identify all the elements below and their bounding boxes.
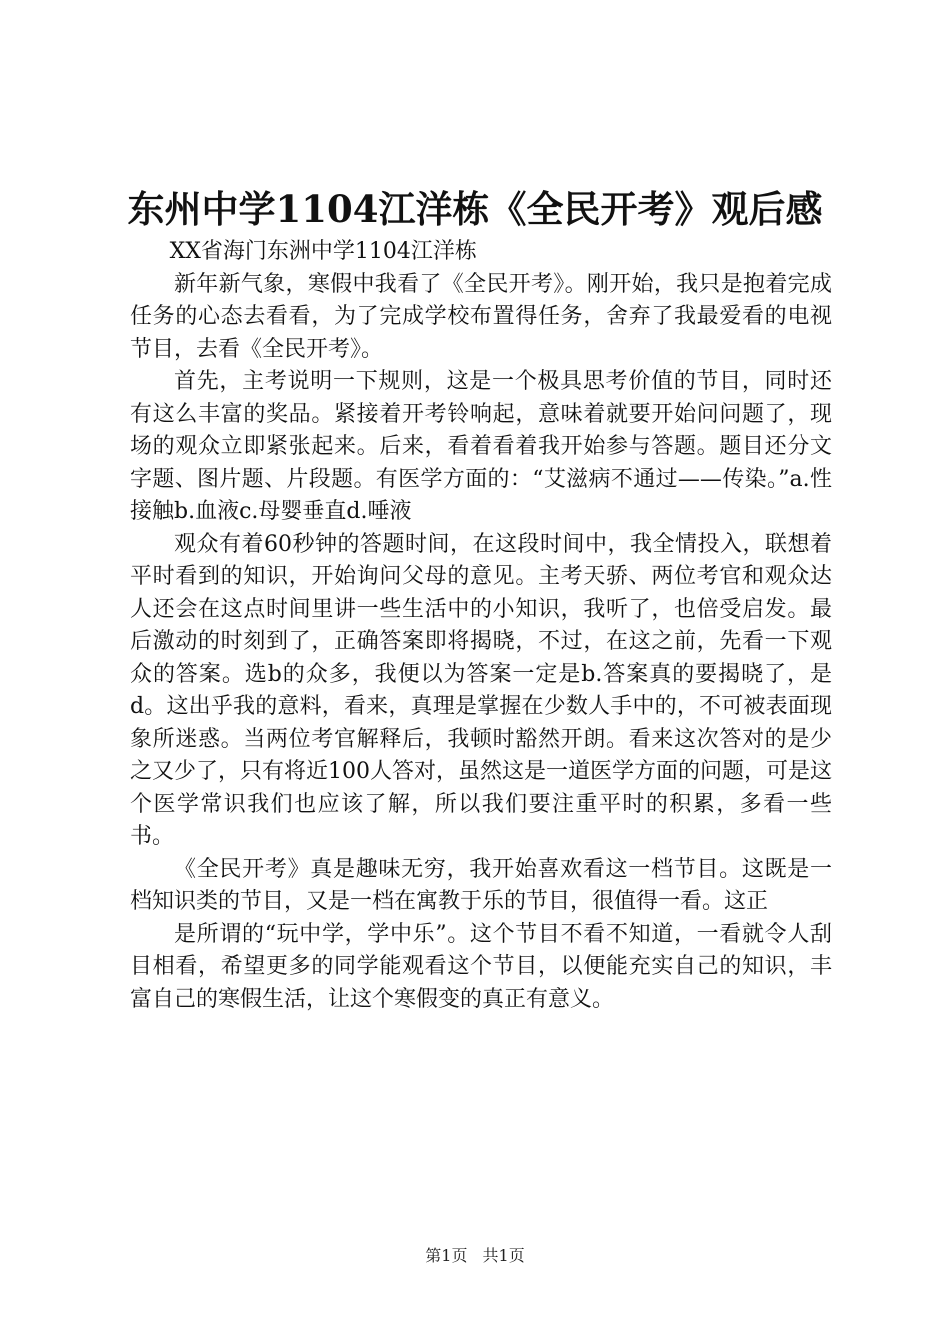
page-number: 第1页 [425, 1246, 468, 1265]
paragraph-4: 《全民开考》真是趣味无穷，我开始喜欢看这一档节目。这既是一档知识类的节目，又是一档在寓教于乐的节目，很值得一看。这正 [130, 856, 832, 914]
paragraph-2: 首先，主考说明一下规则，这是一个极具思考价值的节目，同时还有这么丰富的奖品。紧接着开考铃响起，意味着就要开始问问题了，现场的观众立即紧张起来。后来，看着看着我开始参与答题。题目还分文字题、图片题、片段题。有医学方面的：“艾滋病不通过——传染。”a.性接触b.血液c.母婴垂直d.唾液 [130, 369, 832, 524]
paragraph-3: 观众有着60秒钟的答题时间，在这段时间中，我全情投入，联想着平时看到的知识，开始询问父母的意见。主考天骄、两位考官和观众达人还会在这点时间里讲一些生活中的小知识，我听了，也倍受启发。最后激动的时刻到了，正确答案即将揭晓，不过，在这之前，先看一下观众的答案。选b的众多，我便以为答案一定是b.答案真的要揭晓了，是d。这出乎我的意料，看来，真理是掌握在少数人手中的，不可被表面现象所迷惑。当两位考官解释后，我顿时豁然开朗。看来这次答对的是少之又少了，只有将近100人答对，虽然这是一道医学方面的问题，可是这个医学常识我们也应该了解，所以我们要注重平时的积累，多看一些书。 [130, 531, 832, 849]
paragraph-1: 新年新气象，寒假中我看了《全民开考》。刚开始，我只是抱着完成任务的心态去看看，为了完成学校布置得任务，舍弃了我最爱看的电视节目，去看《全民开考》。 [130, 271, 832, 362]
page-total: 共1页 [482, 1246, 525, 1265]
document-body [130, 236, 832, 1016]
document-title: 东州中学1104江洋栋《全民开考》观后感 [127, 187, 823, 231]
page-footer [0, 1245, 950, 1267]
paragraph-5: 是所谓的“玩中学，学中乐”。这个节目不看不知道，一看就令人刮目相看，希望更多的同学能观看这个节目，以便能充实自己的知识，丰富自己的寒假生活，让这个寒假变的真正有意义。 [130, 921, 832, 1012]
author-line: XX省海门东洲中学1104江洋栋 [169, 239, 477, 264]
